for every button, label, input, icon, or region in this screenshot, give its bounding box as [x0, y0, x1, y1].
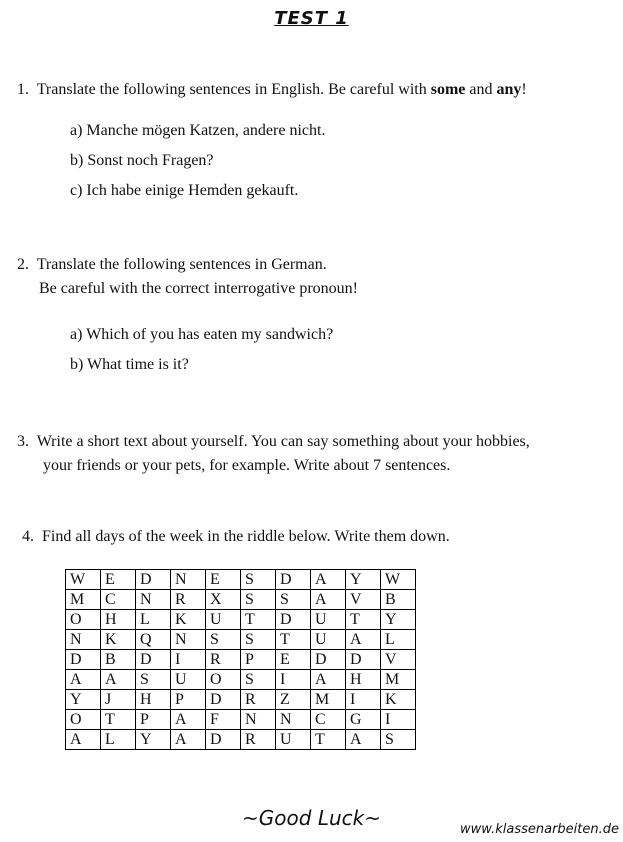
grid-cell: Q	[136, 630, 171, 650]
grid-cell: T	[311, 730, 346, 750]
grid-cell: P	[136, 710, 171, 730]
grid-cell: L	[136, 610, 171, 630]
grid-cell: A	[171, 710, 206, 730]
emphasis-any: any	[496, 81, 522, 98]
grid-cell: R	[171, 590, 206, 610]
question-2-line-2: Be careful with the correct interrogative pronoun!	[39, 280, 358, 297]
grid-cell: A	[311, 570, 346, 590]
grid-cell: I	[276, 670, 311, 690]
grid-row	[66, 730, 416, 750]
grid-cell: B	[101, 650, 136, 670]
question-text: and	[465, 81, 497, 98]
question-text: Translate the following sentences in German.	[36, 256, 327, 273]
grid-cell: N	[241, 710, 276, 730]
grid-cell: A	[171, 730, 206, 750]
question-text: Write a short text about yourself. You can say something about your hobbies,	[36, 433, 530, 450]
grid-cell: K	[381, 690, 416, 710]
grid-cell: E	[206, 570, 241, 590]
grid-cell: S	[241, 670, 276, 690]
grid-cell: W	[381, 570, 416, 590]
grid-cell: S	[136, 670, 171, 690]
good-luck-text: ~Good Luck~	[242, 806, 381, 830]
question-number: 1.	[17, 81, 29, 98]
page-title: TEST 1	[274, 8, 349, 29]
grid-cell: D	[276, 570, 311, 590]
grid-cell: A	[311, 590, 346, 610]
grid-cell: R	[206, 650, 241, 670]
grid-row	[66, 610, 416, 630]
website-link: www.klassenarbeiten.de	[460, 822, 619, 837]
question-2-item-a: a) Which of you has eaten my sandwich?	[70, 326, 334, 343]
grid-cell: O	[66, 710, 101, 730]
grid-cell: I	[346, 690, 381, 710]
grid-cell: D	[136, 650, 171, 670]
question-2-item-b: b) What time is it?	[70, 356, 189, 373]
grid-cell: Z	[276, 690, 311, 710]
grid-cell: D	[206, 690, 241, 710]
grid-cell: D	[136, 570, 171, 590]
grid-cell: S	[381, 730, 416, 750]
grid-cell: V	[381, 650, 416, 670]
grid-cell: A	[311, 670, 346, 690]
question-text: !	[521, 81, 527, 98]
grid-cell: D	[346, 650, 381, 670]
grid-cell: A	[66, 730, 101, 750]
grid-cell: D	[276, 610, 311, 630]
grid-cell: H	[101, 610, 136, 630]
grid-cell: Y	[66, 690, 101, 710]
grid-cell: R	[241, 690, 276, 710]
question-3	[17, 432, 530, 452]
grid-cell: F	[206, 710, 241, 730]
grid-cell: D	[66, 650, 101, 670]
grid-cell: K	[101, 630, 136, 650]
grid-cell: M	[66, 590, 101, 610]
grid-row	[66, 690, 416, 710]
grid-cell: U	[311, 610, 346, 630]
grid-cell: T	[241, 610, 276, 630]
grid-cell: C	[311, 710, 346, 730]
question-1	[17, 80, 527, 100]
grid-cell: U	[276, 730, 311, 750]
question-number: 4.	[22, 528, 34, 545]
grid-cell: M	[311, 690, 346, 710]
grid-cell: P	[241, 650, 276, 670]
grid-cell: A	[346, 730, 381, 750]
question-text: Translate the following sentences in English. Be careful with	[36, 81, 431, 98]
grid-cell: E	[276, 650, 311, 670]
grid-cell: T	[276, 630, 311, 650]
grid-cell: B	[381, 590, 416, 610]
grid-cell: S	[241, 590, 276, 610]
question-number: 2.	[17, 256, 29, 273]
grid-cell: N	[276, 710, 311, 730]
grid-row	[66, 650, 416, 670]
grid-cell: C	[101, 590, 136, 610]
grid-cell: J	[101, 690, 136, 710]
question-3-line-2: your friends or your pets, for example. Write about 7 sentences.	[43, 457, 451, 474]
grid-row	[66, 710, 416, 730]
grid-cell: L	[101, 730, 136, 750]
grid-cell: I	[171, 650, 206, 670]
grid-cell: O	[66, 610, 101, 630]
grid-cell: P	[171, 690, 206, 710]
grid-cell: K	[171, 610, 206, 630]
word-search-grid	[65, 569, 416, 750]
grid-cell: S	[206, 630, 241, 650]
grid-cell: T	[101, 710, 136, 730]
emphasis-some: some	[430, 81, 466, 98]
grid-cell: N	[171, 570, 206, 590]
question-1-item-a: a) Manche mögen Katzen, andere nicht.	[70, 122, 326, 139]
grid-cell: A	[66, 670, 101, 690]
grid-cell: S	[276, 590, 311, 610]
question-text: Find all days of the week in the riddle below. Write them down.	[42, 528, 450, 545]
grid-cell: W	[66, 570, 101, 590]
grid-cell: U	[171, 670, 206, 690]
grid-cell: D	[206, 730, 241, 750]
grid-cell: H	[136, 690, 171, 710]
question-4	[22, 527, 450, 547]
grid-cell: L	[381, 630, 416, 650]
grid-cell: S	[241, 630, 276, 650]
grid-cell: A	[101, 670, 136, 690]
grid-cell: N	[136, 590, 171, 610]
grid-row	[66, 570, 416, 590]
question-number: 3.	[17, 433, 29, 450]
question-2	[17, 255, 327, 275]
grid-cell: N	[66, 630, 101, 650]
grid-cell: D	[311, 650, 346, 670]
grid-row	[66, 630, 416, 650]
grid-cell: Y	[346, 570, 381, 590]
grid-cell: R	[241, 730, 276, 750]
grid-cell: Y	[381, 610, 416, 630]
grid-cell: S	[241, 570, 276, 590]
grid-cell: U	[206, 610, 241, 630]
grid-cell: E	[101, 570, 136, 590]
grid-cell: G	[346, 710, 381, 730]
grid-cell: A	[346, 630, 381, 650]
grid-cell: I	[381, 710, 416, 730]
grid-cell: T	[346, 610, 381, 630]
grid-cell: X	[206, 590, 241, 610]
grid-row	[66, 670, 416, 690]
grid-cell: V	[346, 590, 381, 610]
grid-cell: Y	[136, 730, 171, 750]
grid-cell: N	[171, 630, 206, 650]
grid-cell: U	[311, 630, 346, 650]
grid-cell: H	[346, 670, 381, 690]
question-1-item-b: b) Sonst noch Fragen?	[70, 152, 214, 169]
grid-row	[66, 590, 416, 610]
grid-cell: O	[206, 670, 241, 690]
grid-cell: M	[381, 670, 416, 690]
question-1-item-c: c) Ich habe einige Hemden gekauft.	[70, 182, 299, 199]
